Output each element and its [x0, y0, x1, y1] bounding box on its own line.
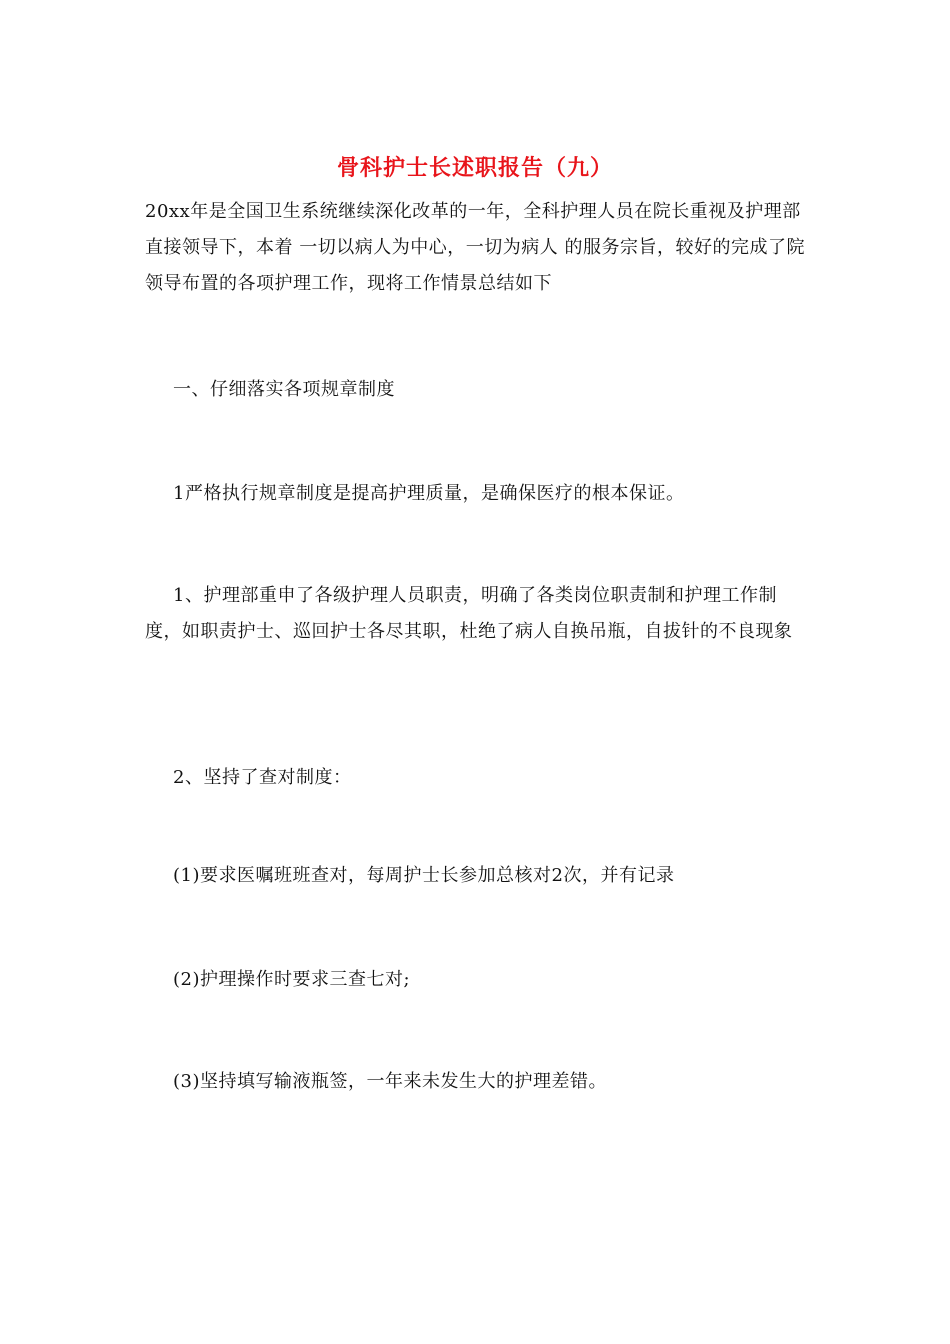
section-heading: 一、仔细落实各项规章制度 — [173, 379, 395, 400]
item-paragraph-2: 2、坚持了查对制度： — [173, 767, 352, 788]
point-paragraph: 1严格执行规章制度是提高护理质量，是确保医疗的根本保证。 — [173, 483, 685, 504]
sub-item-1: (1)要求医嘱班班查对，每周护士长参加总核对2次，并有记录 — [173, 865, 675, 886]
document-title: 骨科护士长述职报告（九） — [336, 155, 613, 181]
sub-item-3: (3)坚持填写输液瓶签，一年来未发生大的护理差错。 — [173, 1071, 607, 1092]
item-paragraph-1: 1、护理部重申了各级护理人员职责，明确了各类岗位职责制和护理工作制度，如职责护士、巡回护士各尽其职，杜绝了病人自换吊瓶，自拔针的不良现象 — [145, 585, 793, 642]
sub-item-2: (2)护理操作时要求三查七对; — [173, 969, 411, 990]
intro-paragraph: 20xx年是全国卫生系统继续深化改革的一年，全科护理人员在院长重视及护理部直接领导下，本着 一切以病人为中心，一切为病人 的服务宗旨，较好的完成了院领导布置的各项护理工作，现将工作情景总结如下 — [145, 201, 805, 294]
